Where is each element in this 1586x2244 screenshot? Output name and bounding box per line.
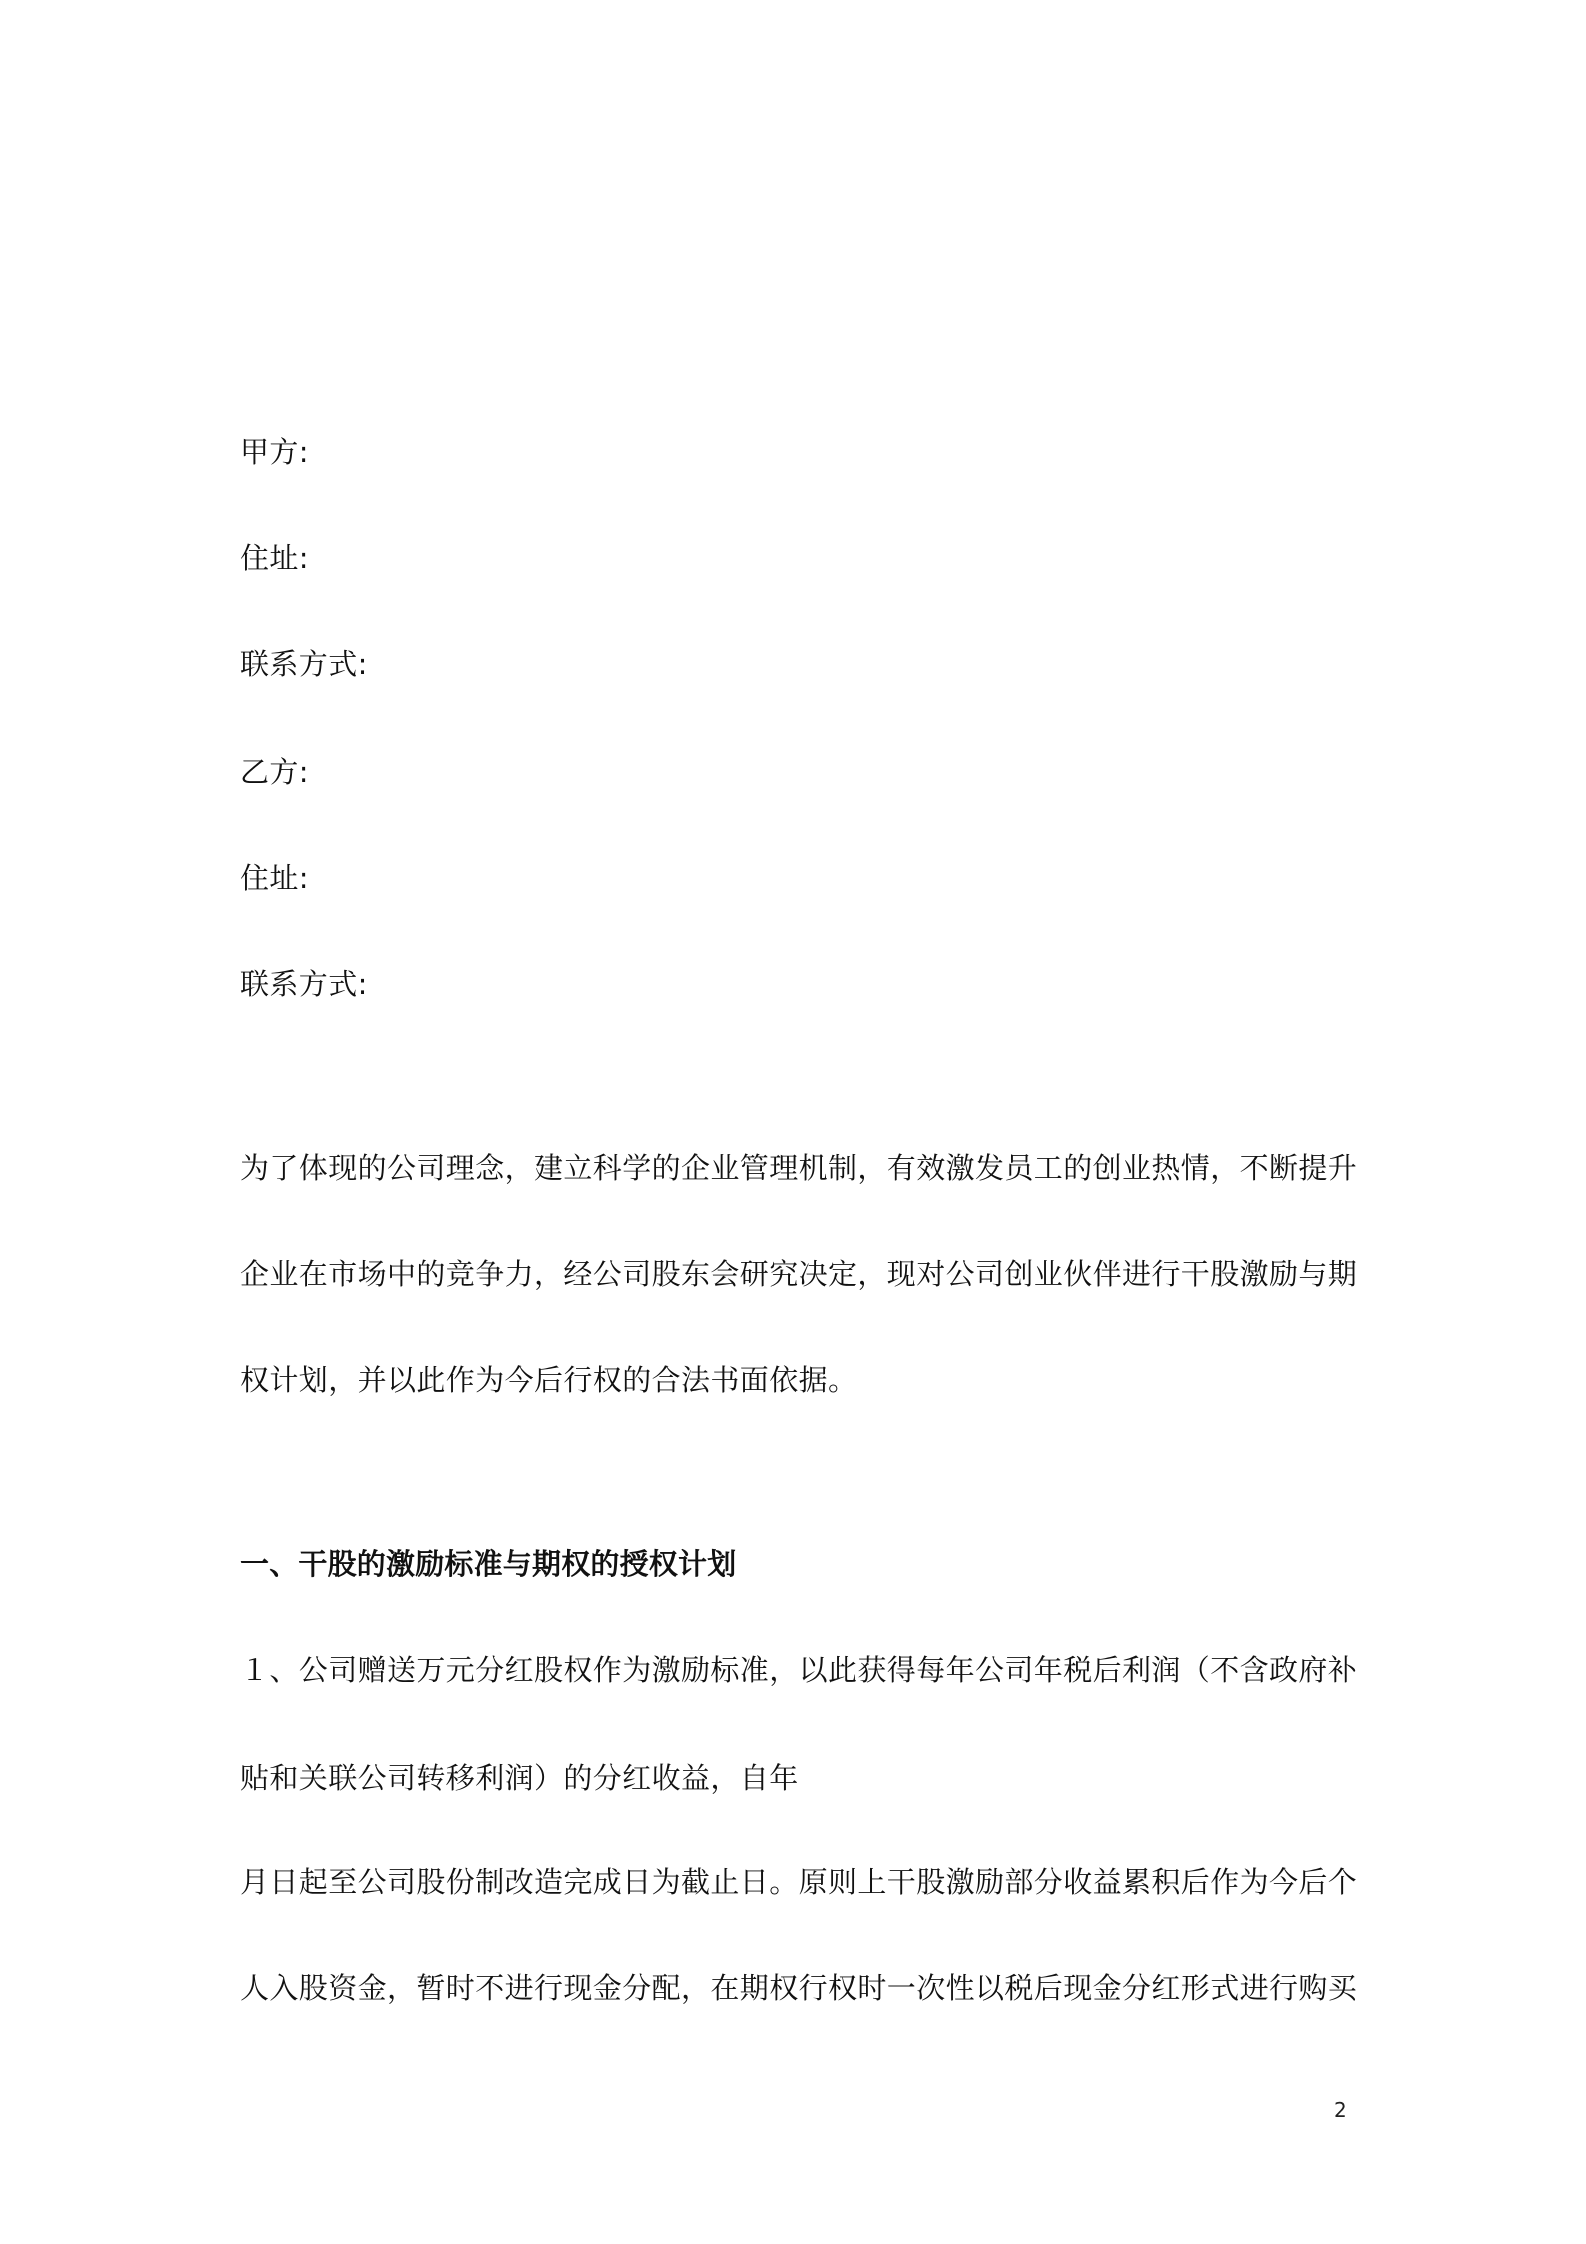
party-b-contact-label: 联系方式: [240, 967, 368, 1001]
party-b-label: 乙方: [240, 755, 309, 789]
section-1-item-1-line-3: 月日起至公司股份制改造完成日为截止日。原则上干股激励部分收益累积后作为今后个 [240, 1865, 1358, 1899]
party-a-contact-label: 联系方式: [240, 647, 368, 681]
preamble-line-1: 为了体现的公司理念，建立科学的企业管理机制，有效激发员工的创业热情，不断提升 [240, 1151, 1358, 1185]
preamble-line-2: 企业在市场中的竞争力，经公司股东会研究决定，现对公司创业伙伴进行干股激励与期 [240, 1257, 1358, 1291]
page-number: 2 [1334, 2098, 1347, 2122]
section-1-heading: 一、干股的激励标准与期权的授权计划 [240, 1547, 737, 1581]
preamble-line-3: 权计划，并以此作为今后行权的合法书面依据。 [240, 1363, 858, 1397]
party-b-address-label: 住址: [240, 861, 309, 895]
section-1-item-1-line-2: 贴和关联公司转移利润）的分红收益，自年 [240, 1761, 799, 1795]
party-a-address-label: 住址: [240, 541, 309, 575]
section-1-item-1-line-4: 人入股资金，暂时不进行现金分配，在期权行权时一次性以税后现金分红形式进行购买 [240, 1971, 1358, 2005]
section-1-item-1-line-1: １、公司赠送万元分红股权作为激励标准，以此获得每年公司年税后利润（不含政府补 [240, 1653, 1358, 1687]
party-a-label: 甲方: [240, 435, 309, 469]
